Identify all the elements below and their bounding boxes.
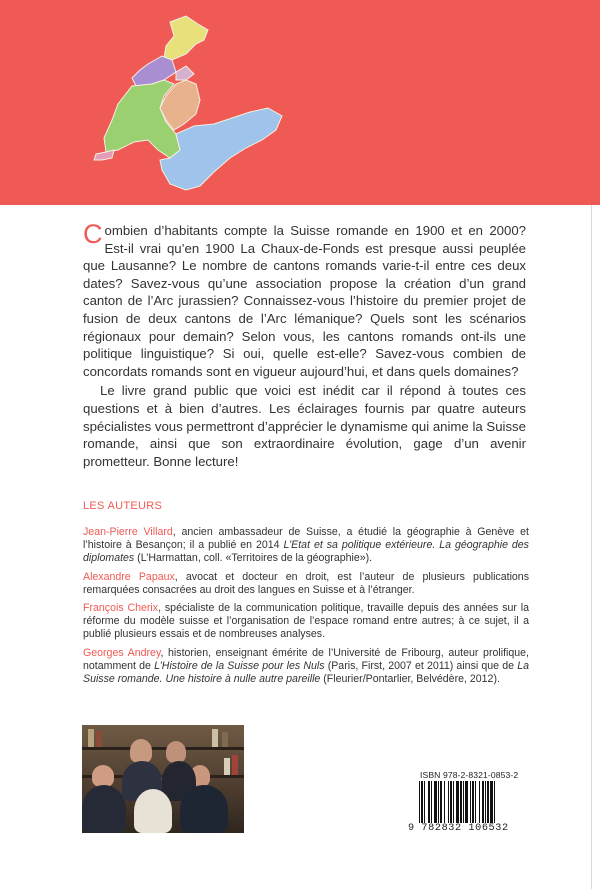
barcode-bar [485,781,486,823]
barcode-bar [448,781,449,823]
authors-list [83,526,529,691]
author-cherix [83,602,529,642]
isbn-label: ISBN 978-2-8321-0853-2 [420,770,519,780]
barcode-bar [456,781,459,823]
authors-photo [82,725,244,833]
ean-number: 9 782832 106532 [408,823,509,834]
intro-paragraph-2: Le livre grand public que voici est inédit car il répond à toutes ces questions et à bien d’autres. Les éclairages fournis par quatre auteurs spécialistes vous permettront d’apprécier le dynamisme qui anime la Suisse romande, ainsi que son extraordinaire évolution, gage d’un avenir prometteur. Bonne lecture! [83,383,526,469]
author-bio: (L’Harmattan, coll. «Territoires de la géographie»). [134,552,373,565]
author-papaux [83,571,529,597]
author-book-title: L’Histoire de la Suisse pour les Nuls [154,659,325,672]
barcode-bar [465,781,468,823]
barcode-bar [440,781,442,823]
barcode-bar [438,781,439,823]
photo-person-head [166,741,186,763]
barcode-bar [487,781,489,823]
map-region-neuchatel [132,56,176,86]
author-name: Alexandre Papaux [83,570,175,583]
author-andrey [83,647,529,687]
barcode-bar [494,781,495,823]
photo-book [96,731,102,747]
photo-person-body [82,785,126,833]
author-bio: (Paris, First, 2007 et 2011) ainsi que de [324,659,518,672]
author-bio: , spécialiste de la communication politique, travaille depuis des années sur la réforme du modèle suisse et l’organisation de l’espace romand entre autres; à ce sujet, il a publié plusieurs essais et de nombreuses analyses. [83,602,529,641]
photo-book [212,729,218,747]
map-region-jura [164,16,208,60]
barcode-bar [453,781,454,823]
barcode-bar [472,781,474,823]
authors-heading: LES AUTEURS [83,500,163,512]
photo-person-head [92,765,114,787]
intro-paragraph-1-text: ombien d’habitants compte la Suisse romande en 1900 et en 2000? Est-il vrai qu’en 1900 La Chaux-de-Fonds est presque aussi peuplée que Lausanne? Le nombre de cantons romands varie-t-il entre ces deux dates? Savez-vous qu’une association propose la création d’un grand canton de l’Arc jurassien? Connaissez-vous l’histoire du premier projet de fusion de deux cantons de l’Arc lémanique? Quels sont les scénarios régionaux pour demain? Selon vous, les cantons romands ont-ils une politique linguistique? Si oui, quelle est-elle? Savez-vous combien de concordats romands sont en vigueur aujourd’hui, et dans quels domaines? [83,223,526,379]
barcode-bar [424,781,425,823]
suisse-romande-map [0,0,600,205]
map-region-berne-jura [176,66,194,80]
photo-shelf [82,747,244,750]
author-name: Georges Andrey [83,646,161,659]
author-bio: , historien, enseignant émérite de l’Université de Fribourg, auteur prolifique, notamment de [83,646,529,672]
author-book-title: L’Etat et sa politique extérieure. La géographie des diplomates [83,539,529,565]
author-book-title: La Suisse romande. Une histoire à nulle autre pareille [83,659,530,686]
barcode-bar [463,781,464,823]
barcode-bar [475,781,476,823]
barcode-bar [419,781,420,823]
author-name: Jean-Pierre Villard [83,526,173,538]
photo-book [224,758,230,775]
barcode-bar [434,781,437,823]
page-edge-line [591,205,592,889]
author-bio: , ancien ambassadeur de Suisse, a étudié la géographie à Genève et l’histoire à Besançon; il a publié en 2014 [83,526,529,552]
intro-text [83,219,526,470]
barcode-bar [421,781,423,823]
dropcap-letter: C [83,219,103,249]
author-villard [83,526,529,566]
barcode-bar [428,781,430,823]
barcode-bar [460,781,462,823]
barcode-bars [419,781,519,823]
author-bio: (Fleurier/Pontarlier, Belvédère, 2012). [320,673,500,686]
barcode-bar [479,781,480,823]
barcode-bar [470,781,471,823]
photo-book [88,729,94,747]
barcode-bar [450,781,452,823]
author-name: François Cherix [83,602,159,615]
photo-person-body [134,789,172,833]
map-region-geneve [94,150,114,160]
intro-paragraph-1 [83,219,526,380]
author-bio: , avocat et docteur en droit, est l’auteur de plusieurs publications remarquées consacrées au droit des langues en Suisse et à l’étranger. [83,570,529,596]
photo-person-head [130,739,152,763]
barcode-bar [490,781,493,823]
photo-person-body [180,785,228,833]
photo-book [222,732,228,747]
barcode-bar [431,781,432,823]
photo-book [232,755,238,775]
barcode-bar [444,781,445,823]
barcode-bar [482,781,484,823]
